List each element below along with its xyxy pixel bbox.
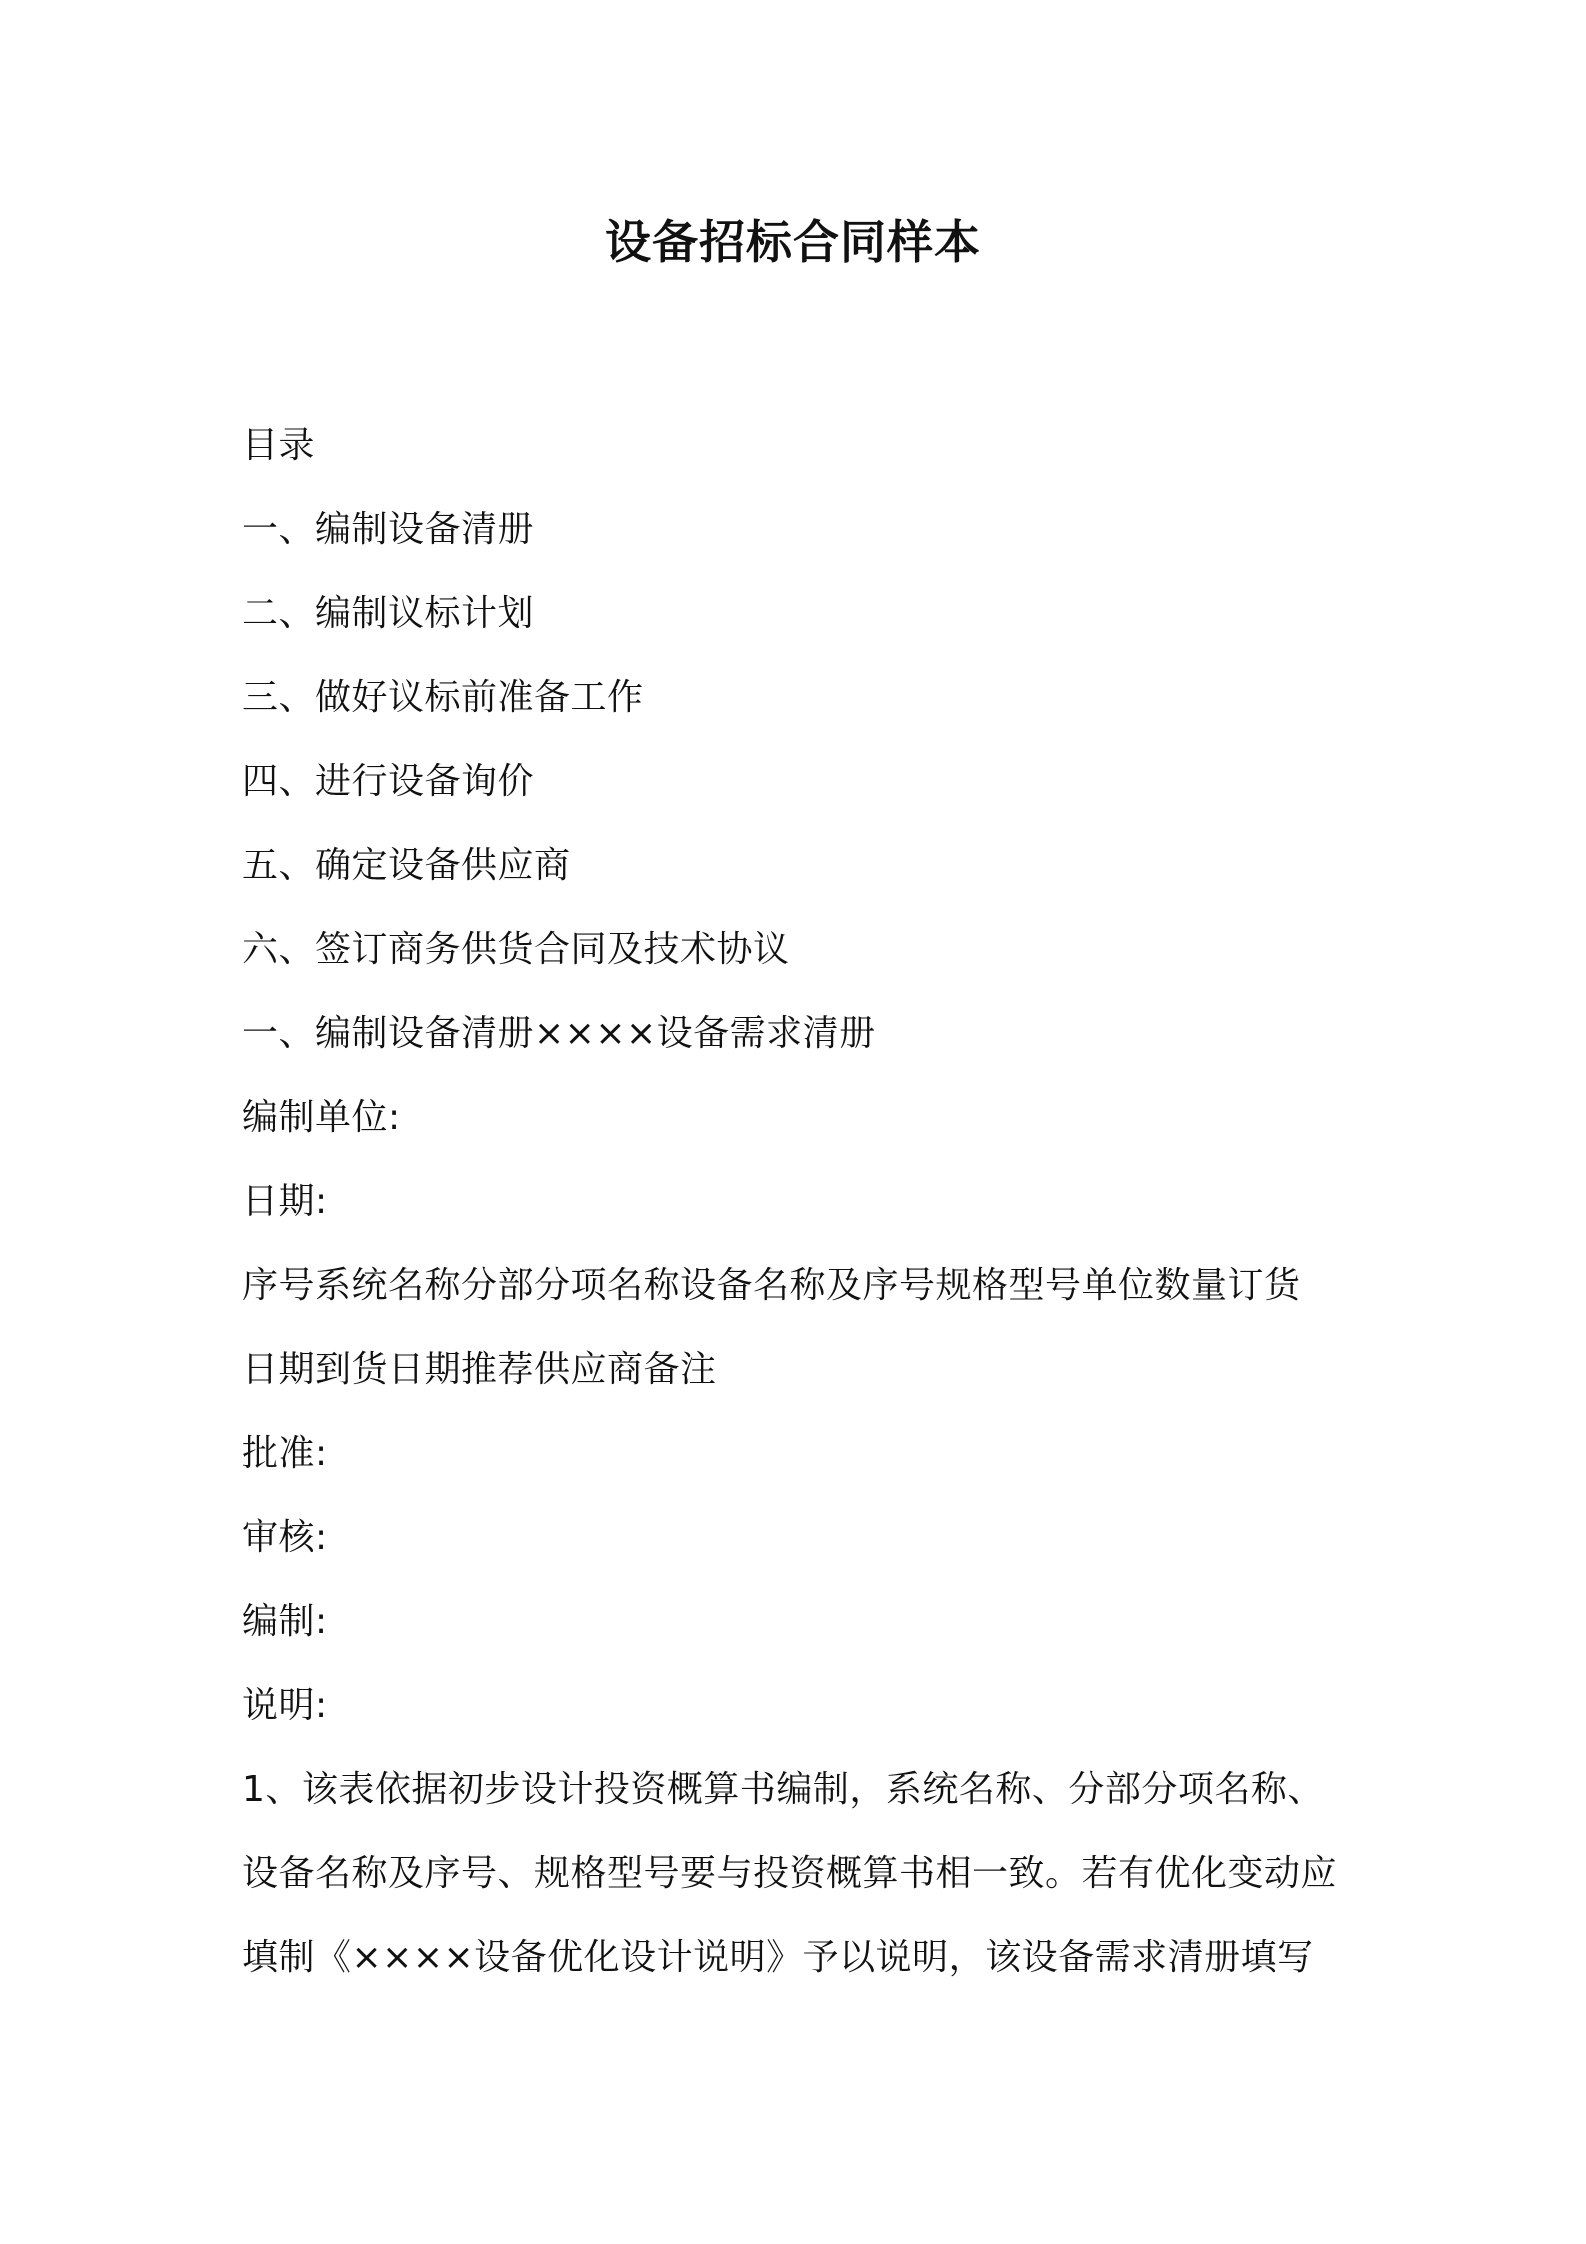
field-approval: 批准: bbox=[242, 1433, 328, 1474]
toc-item-2: 二、编制议标计划 bbox=[242, 593, 535, 634]
toc-item-3: 三、做好议标前准备工作 bbox=[242, 677, 644, 718]
toc-item-6: 六、签订商务供货合同及技术协议 bbox=[242, 929, 790, 970]
section-heading-1: 一、编制设备清册××××设备需求清册 bbox=[242, 1013, 876, 1054]
field-review: 审核: bbox=[242, 1517, 328, 1558]
notes-heading: 说明: bbox=[242, 1685, 328, 1726]
note-paragraph-line-3: 填制《××××设备优化设计说明》予以说明，该设备需求清册填写 bbox=[242, 1937, 1314, 1978]
document-title: 设备招标合同样本 bbox=[605, 215, 981, 269]
field-date: 日期: bbox=[242, 1181, 328, 1222]
table-header-line-2: 日期到货日期推荐供应商备注 bbox=[242, 1349, 717, 1390]
note-paragraph-line-1: 1、该表依据初步设计投资概算书编制，系统名称、分部分项名称、 bbox=[242, 1769, 1324, 1810]
document-body bbox=[242, 404, 1352, 2000]
field-compiling-unit: 编制单位: bbox=[242, 1097, 401, 1138]
table-header-line-1: 序号系统名称分部分项名称设备名称及序号规格型号单位数量订货 bbox=[242, 1265, 1301, 1306]
field-compiler: 编制: bbox=[242, 1601, 328, 1642]
toc-heading: 目录 bbox=[242, 425, 316, 466]
note-paragraph-line-2: 设备名称及序号、规格型号要与投资概算书相一致。若有优化变动应 bbox=[242, 1853, 1338, 1894]
toc-item-1: 一、编制设备清册 bbox=[242, 509, 535, 550]
toc-item-4: 四、进行设备询价 bbox=[242, 761, 535, 802]
toc-item-5: 五、确定设备供应商 bbox=[242, 845, 571, 886]
